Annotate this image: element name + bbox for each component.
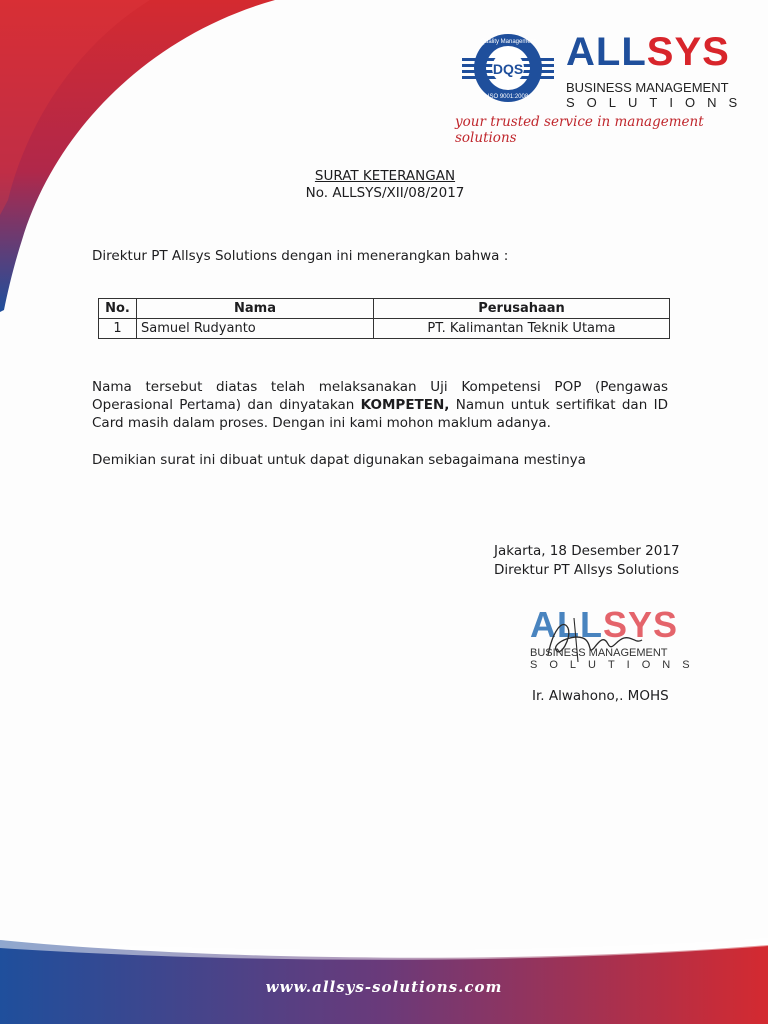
table-header-row xyxy=(99,299,670,319)
header-no: No. xyxy=(99,299,137,319)
intro-text: Direktur PT Allsys Solutions dengan ini menerangkan bahwa : xyxy=(92,248,509,264)
handwritten-signature xyxy=(538,610,648,670)
brand-name-all: ALL xyxy=(566,30,647,74)
letter-title-block xyxy=(300,168,470,202)
brand-subtitle-2: SOLUTIONS xyxy=(566,95,750,110)
closing-text: Demikian surat ini dibuat untuk dapat digunakan sebagaimana mestinya xyxy=(92,452,586,468)
brand-logo xyxy=(566,30,750,111)
seal-center-text: DQS xyxy=(492,61,524,77)
stamp-subtitle-2: SOLUTIONS xyxy=(530,659,702,671)
brand-subtitle-1: BUSINESS MANAGEMENT xyxy=(566,80,729,95)
body-paragraph xyxy=(92,378,668,432)
body-text-2: Namun untuk sertifikat dan ID Card masih dalam proses. Dengan ini kami mohon maklum adanya. xyxy=(92,397,668,431)
header-nama: Nama xyxy=(137,299,374,319)
cell-no: 1 xyxy=(99,319,137,339)
stamp-name-all: ALL xyxy=(530,604,603,645)
seal-bottom-text: ISO 9001:2008 xyxy=(487,94,529,100)
cell-nama: Samuel Rudyanto xyxy=(137,319,374,339)
dqs-seal-logo xyxy=(462,32,554,104)
letter-number: No. ALLSYS/XII/08/2017 xyxy=(305,185,465,201)
signer-name: Ir. Alwahono,. MOHS xyxy=(532,688,669,704)
footer-website: www.allsys-solutions.com xyxy=(265,978,503,996)
header-perusahaan: Perusahaan xyxy=(374,299,670,319)
stamp-subtitle-1: BUSINESS MANAGEMENT xyxy=(530,647,668,659)
letter-title: SURAT KETERANGAN xyxy=(314,168,456,184)
brand-name-sys: SYS xyxy=(646,30,730,74)
tagline: your trusted service in management solutions xyxy=(455,114,704,146)
cell-perusahaan: PT. Kalimantan Teknik Utama xyxy=(374,319,670,339)
signature-block xyxy=(494,542,680,580)
seal-top-text: Quality Management xyxy=(480,39,536,45)
place-date: Jakarta, 18 Desember 2017 xyxy=(494,543,680,559)
stamp-name-sys: SYS xyxy=(602,604,679,645)
participant-table xyxy=(98,298,670,339)
body-text-1: Nama tersebut diatas telah melaksanakan Uji Kompetensi POP (Pengawas Operasional Pertama) dan dinyatakan xyxy=(92,379,668,413)
brand-name xyxy=(566,30,736,74)
table-row xyxy=(99,319,670,339)
body-text-bold: KOMPETEN, xyxy=(360,397,450,413)
signer-position: Direktur PT Allsys Solutions xyxy=(494,562,680,578)
